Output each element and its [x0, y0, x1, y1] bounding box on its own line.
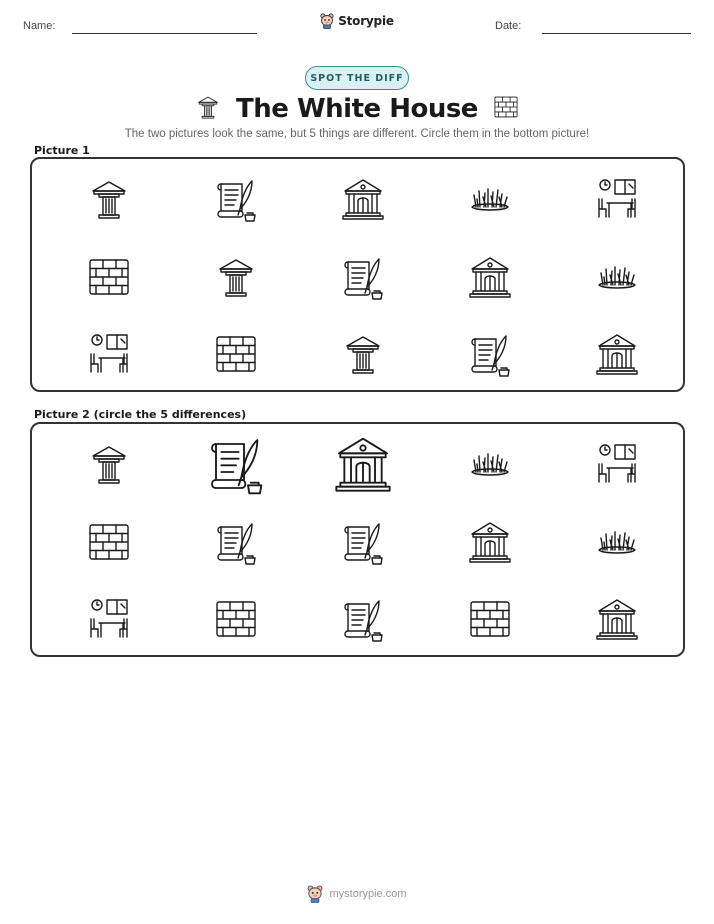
column-icon — [212, 253, 260, 301]
scroll-quill-icon — [339, 518, 387, 566]
name-line[interactable] — [72, 33, 257, 34]
picture-1-cell-1-1[interactable] — [77, 167, 141, 231]
picture-2-cell-1-1[interactable] — [77, 432, 141, 496]
picture-1-cell-1-3[interactable] — [331, 167, 395, 231]
building-icon — [331, 432, 395, 496]
picture-2-cell-2-3[interactable] — [331, 510, 395, 574]
scroll-quill-icon — [212, 175, 260, 223]
picture-2-cell-3-3[interactable] — [331, 587, 395, 651]
brand-name: Storypie — [338, 14, 394, 28]
footer — [0, 885, 714, 903]
scroll-quill-icon — [212, 518, 260, 566]
column-icon — [85, 175, 133, 223]
brick-wall-icon — [85, 253, 133, 301]
picture-1-cell-2-3[interactable] — [331, 245, 395, 309]
column-icon — [85, 440, 133, 488]
picture-2-label: Picture 2 (circle the 5 differences) — [34, 408, 247, 421]
picture-1-cell-2-5[interactable] — [585, 245, 649, 309]
office-desk-icon — [593, 175, 641, 223]
picture-1-cell-1-5[interactable] — [585, 167, 649, 231]
picture-2-cell-2-2[interactable] — [204, 510, 268, 574]
scroll-quill-icon — [204, 432, 268, 496]
title-column-icon — [194, 93, 222, 126]
title-row — [0, 90, 714, 128]
title-brick-wall-icon — [492, 93, 520, 126]
picture-2-cell-1-3[interactable] — [331, 432, 395, 496]
page-title: The White House — [236, 94, 478, 124]
building-icon — [466, 253, 514, 301]
grass-icon — [593, 253, 641, 301]
date-label: Date: — [495, 20, 522, 32]
name-label: Name: — [23, 20, 56, 32]
picture-1-cell-3-2[interactable] — [204, 322, 268, 386]
picture-1-cell-1-2[interactable] — [204, 167, 268, 231]
picture-1-cell-3-1[interactable] — [77, 322, 141, 386]
building-icon — [593, 595, 641, 643]
picture-2-cell-2-1[interactable] — [77, 510, 141, 574]
picture-1-cell-3-5[interactable] — [585, 322, 649, 386]
mascot-icon — [320, 13, 334, 29]
brand-logo — [0, 13, 714, 29]
picture-1-panel — [30, 157, 685, 392]
building-icon — [339, 175, 387, 223]
grass-icon — [593, 518, 641, 566]
picture-2-cell-3-5[interactable] — [585, 587, 649, 651]
date-line[interactable] — [542, 33, 691, 34]
brick-wall-icon — [212, 595, 260, 643]
office-desk-icon — [85, 330, 133, 378]
instructions: The two pictures look the same, but 5 things are different. Circle them in the bottom picture! — [124, 128, 590, 140]
brick-wall-icon — [466, 595, 514, 643]
building-icon — [466, 518, 514, 566]
footer-mascot-icon — [307, 885, 323, 903]
picture-1-cell-2-4[interactable] — [458, 245, 522, 309]
picture-2-cell-1-5[interactable] — [585, 432, 649, 496]
scroll-quill-icon — [339, 595, 387, 643]
picture-1-cell-1-4[interactable] — [458, 167, 522, 231]
picture-1-cell-2-2[interactable] — [204, 245, 268, 309]
picture-2-panel — [30, 422, 685, 657]
building-icon — [593, 330, 641, 378]
grass-icon — [466, 440, 514, 488]
brick-wall-icon — [212, 330, 260, 378]
picture-1-cell-3-3[interactable] — [331, 322, 395, 386]
brick-wall-icon — [492, 93, 520, 121]
office-desk-icon — [85, 595, 133, 643]
footer-url: mystorypie.com — [329, 888, 407, 900]
office-desk-icon — [593, 440, 641, 488]
picture-2-cell-3-4[interactable] — [458, 587, 522, 651]
grass-icon — [466, 175, 514, 223]
scroll-quill-icon — [466, 330, 514, 378]
picture-2-cell-1-2[interactable] — [204, 432, 268, 496]
picture-2-cell-2-4[interactable] — [458, 510, 522, 574]
picture-1-label: Picture 1 — [34, 144, 90, 157]
spot-the-diff-badge: SPOT THE DIFF — [305, 66, 409, 90]
brick-wall-icon — [85, 518, 133, 566]
column-icon — [194, 93, 222, 121]
column-icon — [339, 330, 387, 378]
scroll-quill-icon — [339, 253, 387, 301]
picture-2-cell-3-2[interactable] — [204, 587, 268, 651]
picture-1-cell-2-1[interactable] — [77, 245, 141, 309]
picture-2-cell-2-5[interactable] — [585, 510, 649, 574]
picture-2-cell-1-4[interactable] — [458, 432, 522, 496]
picture-2-cell-3-1[interactable] — [77, 587, 141, 651]
picture-1-cell-3-4[interactable] — [458, 322, 522, 386]
